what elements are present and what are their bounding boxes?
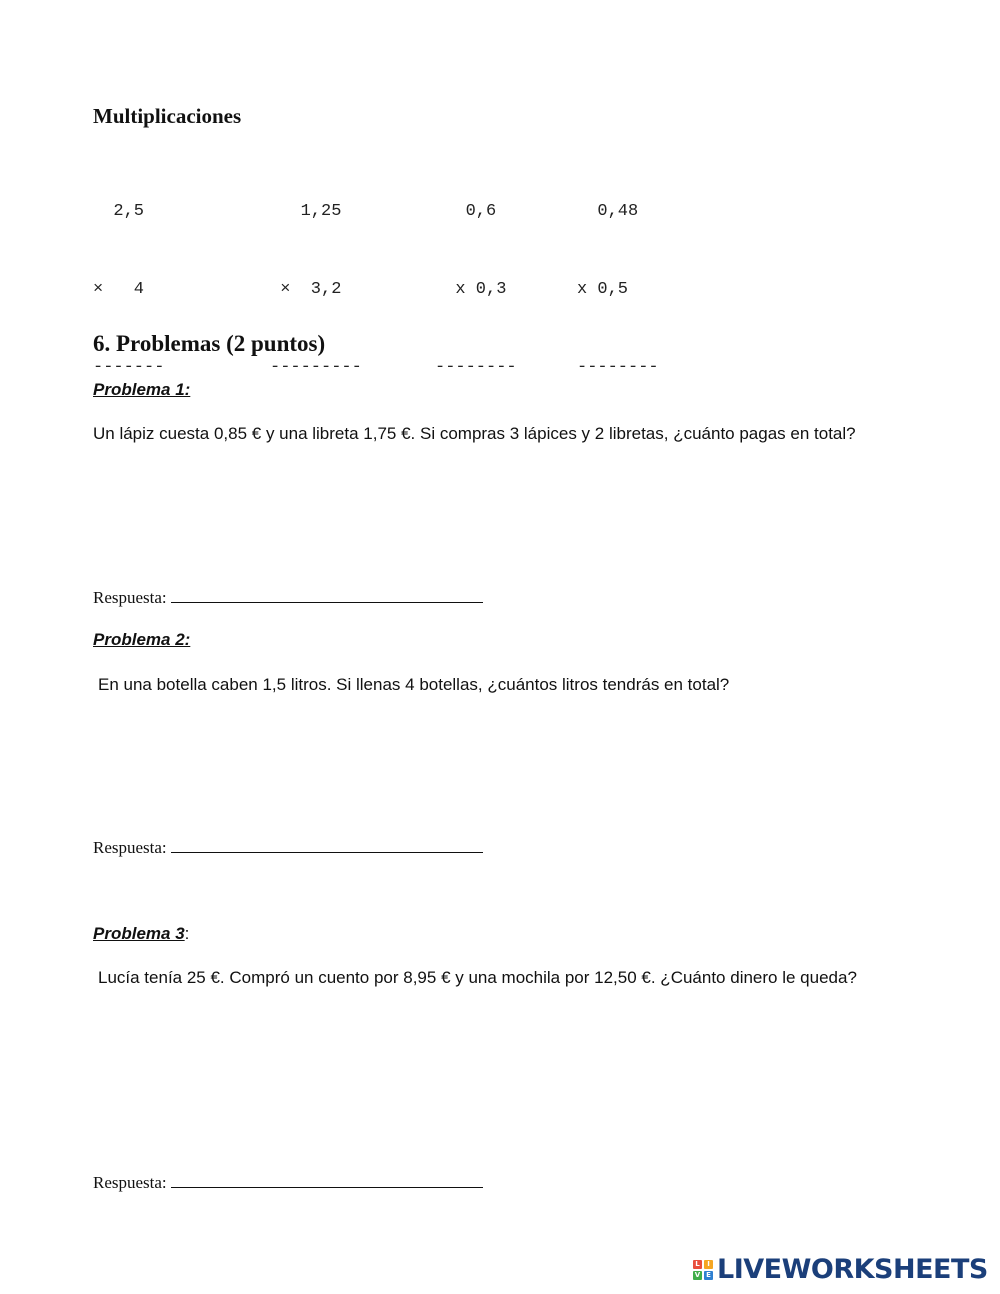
answer-input-line[interactable] xyxy=(171,1173,483,1188)
result-rule: ------- xyxy=(93,358,165,377)
multiplication-problem-4 xyxy=(577,147,659,407)
multiplier: x 0,5 xyxy=(577,280,629,299)
problem-3-statement: Lucía tenía 25 €. Compró un cuento por 8,95 € y una mochila por 12,50 €. ¿Cuánto dinero le queda? xyxy=(98,968,857,987)
multiplicand: 2,5 xyxy=(93,202,145,221)
logo-badge-icon xyxy=(693,1260,713,1280)
multiplicand: 0,6 xyxy=(435,202,497,221)
liveworksheets-logo xyxy=(693,1254,988,1285)
multiplicand: 1,25 xyxy=(270,202,342,221)
badge-letter: L xyxy=(693,1260,702,1269)
result-rule: --------- xyxy=(270,358,362,377)
logo-text: LIVEWORKSHEETS xyxy=(717,1254,988,1285)
badge-letter: E xyxy=(704,1271,713,1280)
badge-letter: I xyxy=(704,1260,713,1269)
result-rule: -------- xyxy=(577,358,659,377)
answer-label: Respuesta: xyxy=(93,588,167,607)
multiplicaciones-title: Multiplicaciones xyxy=(93,104,242,128)
problem-label: Problema 1: xyxy=(93,380,191,399)
problem-2-answer xyxy=(93,838,483,858)
problem-2-heading xyxy=(93,630,190,650)
multiplication-problem-3 xyxy=(435,147,517,407)
problem-3-heading xyxy=(93,924,189,944)
section-title: 6. Problemas (2 puntos) xyxy=(93,331,326,356)
multiplicand: 0,48 xyxy=(577,202,639,221)
problem-2-statement: En una botella caben 1,5 litros. Si llenas 4 botellas, ¿cuántos litros tendrás en total? xyxy=(98,675,730,694)
multiplier: × 3,2 xyxy=(270,280,342,299)
problem-label-suffix: : xyxy=(184,924,190,943)
result-rule: -------- xyxy=(435,358,517,377)
problem-label: Problema 3 xyxy=(93,924,185,943)
problem-1-statement: Un lápiz cuesta 0,85 € y una libreta 1,75 €. Si compras 3 lápices y 2 libretas, ¿cuánto pagas en total? xyxy=(93,424,856,443)
problem-3-answer xyxy=(93,1173,483,1193)
multiplier: x 0,3 xyxy=(435,280,507,299)
multiplier: × 4 xyxy=(93,280,145,299)
answer-input-line[interactable] xyxy=(171,588,483,603)
answer-label: Respuesta: xyxy=(93,1173,167,1192)
problem-label: Problema 2: xyxy=(93,630,191,649)
problem-1-answer xyxy=(93,588,483,608)
badge-letter: V xyxy=(694,1270,701,1279)
answer-input-line[interactable] xyxy=(171,838,483,853)
answer-label: Respuesta: xyxy=(93,838,167,857)
multiplication-problem-1 xyxy=(93,147,164,407)
problem-1-heading xyxy=(93,380,190,400)
multiplication-problem-2 xyxy=(270,147,362,407)
